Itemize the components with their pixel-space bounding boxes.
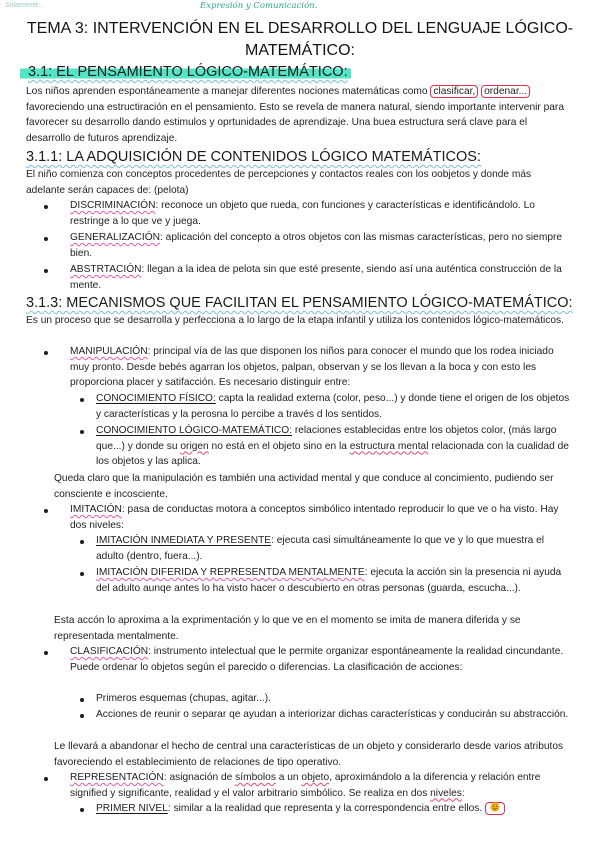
circled-word: ordenar... (481, 85, 530, 98)
list-item (70, 230, 570, 261)
underlined-word: estructura mental (349, 440, 429, 452)
keyword: IMITACIÓN (70, 504, 122, 515)
section-heading-3-1 (20, 64, 351, 81)
item-text: : llegan a la idea de pelota sin que esté presente, siendo así una auténtica construcción de la mente. (70, 264, 562, 291)
keyword: GENERALIZACIÓN (70, 232, 161, 243)
paragraph-intro-3-1-3: Es un proceso que se desarrolla y perfecciona a lo largo de la etapa infantil y utiliza los contenidos lógico-matemáticos. (26, 315, 564, 326)
item-text: relaciones establecidas entre los objetos color, (más largo que...) y donde su (96, 425, 557, 452)
sub-item (96, 801, 572, 817)
bullet-icon (44, 651, 48, 655)
handwritten-note: Expresión y Comunicación. (200, 1, 318, 11)
sub-item (96, 391, 570, 422)
paragraph-manipulacion-after: Queda claro que la manipulación es también una actividad mental y que conduce al concimiento, pudiendo ser consciente e incosciente. (54, 473, 554, 500)
paragraph-3-1 (26, 84, 566, 146)
list-item-representacion (70, 770, 572, 801)
keyword: MANIPULACIÓN (70, 346, 148, 357)
item-text: : (461, 787, 465, 799)
bullet-icon (80, 572, 84, 576)
paragraph-intro-3-1-1: El niño comienza con conceptos procedentes de percepciones y contactos reales con los oobjetos y donde más adelante serán capaces de: (pelota) (26, 169, 532, 196)
item-text: relacionada con la cualidad de los objetos y las aplica. (96, 440, 569, 468)
keyword: CONOCIMIENTO FÍSICO: (96, 393, 216, 404)
item-text: no está en el objeto sino en la (208, 440, 350, 452)
paragraph-clasificacion-after: Le llevará a abandonar el hecho de central una características de un objeto y considerarlo desde varios atributos favoreciendo el establecimiento de relaciones de tipo operativo. (54, 741, 564, 768)
keyword: PRIMER NIVEL (96, 803, 168, 814)
bullet-icon (80, 698, 84, 702)
circled-word: clasificar, (430, 85, 478, 98)
list-item (70, 262, 570, 293)
list-item-imitacion (70, 502, 570, 533)
corner-note: Solamente... (5, 2, 45, 9)
document-title: TEMA 3: INTERVENCIÓN EN EL DESARROLLO DEL LENGUAJE LÓGICO-MATEMÁTICO: (26, 20, 574, 59)
item-text: , aproximándolo a la diferencia y relación entre signified y significante, realidad y el valor arbitrario simbólico. Se realiza en dos (70, 772, 541, 799)
sun-face-icon (488, 801, 502, 813)
para-text: Los niños aprenden espontáneamente a manejar diferentes nociones matemáticas como (26, 86, 428, 97)
heading-text: 3.1: EL PENSAMIENTO LÓGICO-MATEMÁTICO: (20, 64, 351, 80)
para-text: favoreciendo una estructiración en el pensamiento. Esto se revela de manera natural, siendo importante intervenir para favorecer su desarrollo dando estimulos y oprtunidades de aprendizaje. Una buea estructura será clave para el desarrollo de futuros aprendizaje. (26, 101, 564, 144)
keyword: CLASIFICACIÓN (70, 646, 149, 657)
item-text: : asignación de (163, 772, 236, 783)
bullet-icon (44, 269, 48, 273)
item-text: capta la realidad externa (color, peso...) y donde tiene el origen de los objetos y características y la perosna lo percibe a través d los sentidos. (96, 393, 570, 420)
list-item-clasificacion (70, 644, 570, 675)
item-text: : ejecuta casi simultáneamente lo que ve y lo que muestra el adulto (dentro, fuera...). (96, 535, 545, 562)
bullet-icon (80, 430, 84, 434)
keyword: IMITACIÓN DIFERIDA Y REPRESENTDA MENTALMENTE (96, 567, 365, 578)
sub-item: Acciones de reunir o separar qe ayudan a interiorizar dichas características y conducirán su abstracción. (96, 709, 569, 720)
bullet-icon (80, 714, 84, 718)
underlined-word: símbolos (235, 772, 276, 783)
item-text: : ejecuta la acción sin la presencia ni ayuda del adulto aunqe antes lo ha visto hacer o descubierto en otras personas (guarda, escucha...). (96, 567, 562, 594)
bullet-icon (44, 351, 48, 355)
bullet-icon (44, 237, 48, 241)
item-text: : similar a la realidad que representa y la correspondencia entre ellos. (167, 803, 483, 814)
bullet-icon (44, 509, 48, 513)
paragraph-imitacion-after: Esta accón lo aproxima a la exprimentación y lo que ve en el momento se imita de manera diferida y se representada mentalmente. (54, 615, 521, 642)
sub-item (96, 565, 570, 596)
smiley-sticker (485, 802, 505, 815)
keyword: ABSTRTACIÓN (70, 264, 142, 275)
keyword: DISCRIMINACIÓN (70, 200, 156, 211)
sub-item (96, 423, 570, 470)
underlined-word: niveles (430, 787, 462, 799)
bullet-icon (80, 808, 84, 812)
bullet-icon (80, 540, 84, 544)
section-heading-3-1-1 (26, 149, 481, 166)
keyword: IMITACIÓN INMEDIATA Y PRESENTE (96, 535, 272, 546)
section-heading-3-1-3 (26, 295, 573, 312)
underlined-word: origen (180, 440, 209, 452)
item-text: a un (275, 772, 302, 783)
item-text: : pasa de conductas motora a conceptos simbólico intentado reproducir lo que ve o ha visto. Hay dos niveles: (70, 504, 559, 531)
bullet-icon (80, 398, 84, 402)
bullet-icon (44, 777, 48, 781)
underlined-word: objeto (301, 772, 330, 783)
keyword: REPRESENTACIÓN (70, 772, 164, 783)
heading-text: 3.1.3: MECANISMOS QUE FACILITAN EL PENSAMIENTO LÓGICO-MATEMÁTICO: (26, 295, 573, 311)
list-item (70, 198, 570, 229)
item-text: : aplicación del concepto a otros objetos con las mismas características, pero no siempre bien. (70, 232, 563, 259)
list-item-manipulacion (70, 344, 570, 391)
sub-item (96, 533, 570, 564)
sub-item: Primeros esquemas (chupas, agitar...). (96, 693, 271, 704)
heading-text: 3.1.1: LA ADQUISICIÓN DE CONTENIDOS LÓGICO MATEMÁTICOS: (26, 149, 481, 165)
keyword: CONOCIMIENTO LÓGICO-MATEMÁTICO: (96, 425, 293, 436)
bullet-icon (44, 205, 48, 209)
item-text: : instrumento intelectual que le permite organizar espontáneamente la realidad cincundante. Puede ordenar lo objetos según el parecido o diferencias. La clasificación de acciones: (70, 646, 564, 673)
item-text: : principal vía de las que disponen los niños para conocer el mundo que los rodea iniciado muy pronto. Desde bebés agarran los objetos, palpan, observan y se los llevan a la boca y con esto les proporciona placer y satifacción. Es necesario distinguir entre: (70, 346, 554, 389)
item-text: : reconoce un objeto que rueda, con funciones y características e identificándolo. Lo restringe a lo que ve y juega. (70, 200, 535, 227)
